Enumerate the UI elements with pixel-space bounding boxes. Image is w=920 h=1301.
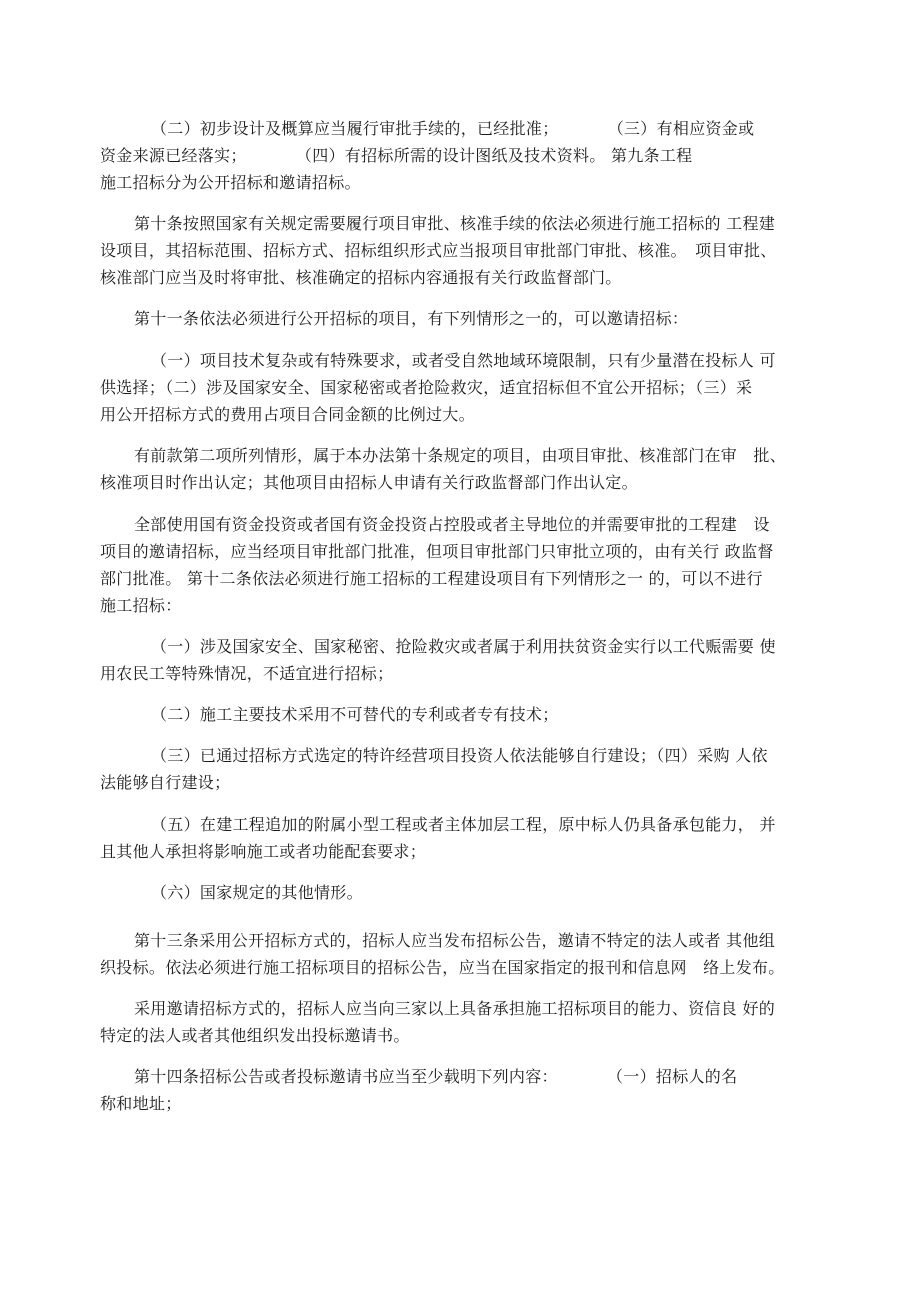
text-line: 采用邀请招标方式的，招标人应当向三家以上具备承担施工招标项目的能力、资信良 好的 xyxy=(134,999,776,1018)
text-line: 称和地址； xyxy=(100,1094,182,1113)
text-line: 第十三条采用公开招标方式的，招标人应当发布招标公告，邀请不特定的法人或者 其他组 xyxy=(134,931,776,950)
text-line: 特定的法人或者其他组织发出投标邀请书。 xyxy=(100,1026,410,1045)
text-line: 第十一条依法必须进行公开招标的项目，有下列情形之一的，可以邀请招标： xyxy=(134,309,689,328)
text-line: 织投标。依法必须进行施工招标项目的招标公告，应当在国家指定的报刊和信息网 络上发布。 xyxy=(100,958,785,977)
text-line: （一）项目技术复杂或有特殊要求，或者受自然地域环境限制，只有少量潜在投标人 可 xyxy=(151,351,776,370)
text-line: 用公开招标方式的费用占项目合同金额的比例过大。 xyxy=(100,405,475,424)
text-line: （六）国家规定的其他情形。 xyxy=(151,883,363,902)
text-line: 第十四条招标公告或者投标邀请书应当至少载明下列内容： （一）招标人的名 xyxy=(134,1067,738,1086)
text-line: 施工招标： xyxy=(100,596,182,615)
text-line: 供选择；（二）涉及国家安全、国家秘密或者抢险救灾，适宜招标但不宜公开招标；（三）采 xyxy=(100,378,753,397)
text-line: 有前款第二项所列情形，属于本办法第十条规定的项目，由项目审批、核准部门在审 批、 xyxy=(134,446,787,465)
text-line: 第十条按照国家有关规定需要履行项目审批、核准手续的依法必须进行施工招标的 工程建 xyxy=(134,214,776,233)
text-line: （三）已通过招标方式选定的特许经营项目投资人依法能够自行建设；（四）采购 人依 xyxy=(151,746,768,765)
text-line: （二）施工主要技术采用不可替代的专利或者专有技术； xyxy=(151,705,559,724)
text-line: 施工招标分为公开招标和邀请招标。 xyxy=(100,173,361,192)
text-line: 用农民工等特殊情况，不适宜进行招标； xyxy=(100,664,394,683)
text-line: 核准项目时作出认定；其他项目由招标人申请有关行政监督部门作出认定。 xyxy=(100,473,638,492)
text-line: 全部使用国有资金投资或者国有资金投资占控股或者主导地位的并需要审批的工程建 设 xyxy=(134,515,770,534)
text-line: 且其他人承担将影响施工或者功能配套要求； xyxy=(100,842,427,861)
text-line: 核准部门应当及时将审批、核准确定的招标内容通报有关行政监督部门。 xyxy=(100,268,622,287)
text-line: 法能够自行建设； xyxy=(100,773,231,792)
text-line: 资金来源已经落实； （四）有招标所需的设计图纸及技术资料。 第九条工程 xyxy=(100,146,693,165)
text-line: 部门批准。 第十二条依法必须进行施工招标的工程建设项目有下列情形之一 的，可以不进行 xyxy=(100,569,763,588)
text-line: （二）初步设计及概算应当履行审批手续的，已经批准； （三）有相应资金或 xyxy=(151,119,755,138)
text-line: 项目的邀请招标，应当经项目审批部门批准，但项目审批部门只审批立项的，由有关行 政监督 xyxy=(100,542,774,561)
text-line: （一）涉及国家安全、国家秘密、抢险救灾或者属于利用扶贫资金实行以工代赈需要 使 xyxy=(151,637,776,656)
text-line: 设项目，其招标范围、招标方式、招标组织形式应当报项目审批部门审批、核准。 项目审批、 xyxy=(100,241,777,260)
text-line: （五）在建工程追加的附属小型工程或者主体加层工程，原中标人仍具备承包能力， 并 xyxy=(151,815,776,834)
